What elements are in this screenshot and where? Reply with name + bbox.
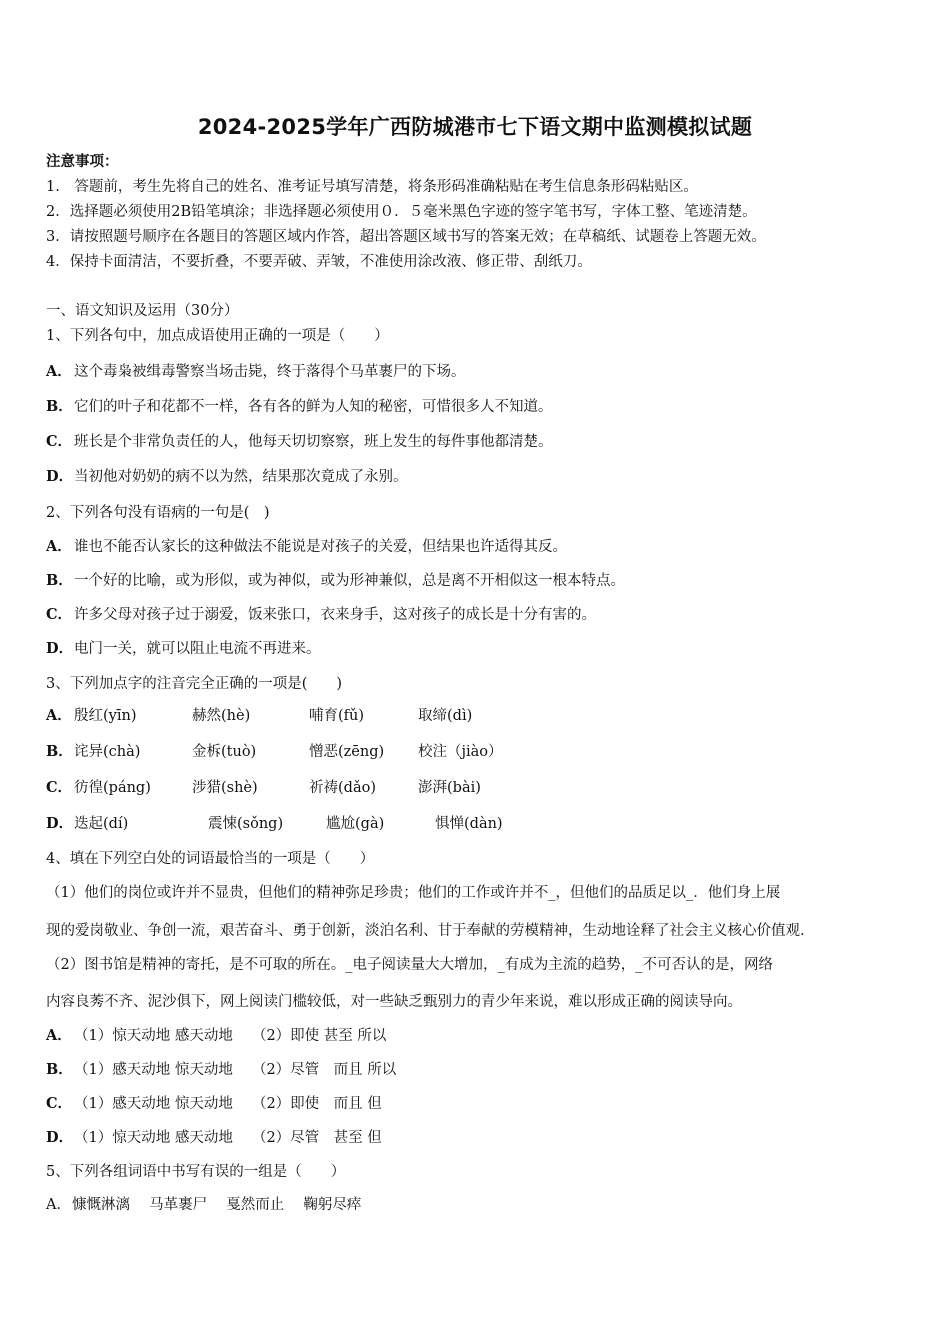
pinyin-word: 震悚(sǒng) <box>208 816 284 832</box>
pinyin-word: 迭起(dí) <box>74 816 129 832</box>
option-row <box>46 1026 386 1046</box>
option-text: 谁也不能否认家长的这种做法不能说是对孩子的关爱，但结果也许适得其反。 <box>74 539 567 555</box>
passage-line: 内容良莠不齐、泥沙俱下，网上阅读门槛较低，对一些缺乏甄别力的青少年来说，难以形成正确的阅读导向。 <box>46 994 742 1010</box>
passage-line: 现的爱岗敬业、争创一流，艰苦奋斗、勇于创新，淡泊名利、甘于奉献的劳模精神，生动地诠释了社会主义核心价值观． <box>46 923 815 939</box>
option-label: B． <box>46 398 73 415</box>
option-label: A． <box>46 1027 72 1044</box>
notice-item: 1. 答题前，考生先将自己的姓名、准考证号填写清楚，将条形码准确粘贴在考生信息条形码粘贴区。 <box>46 179 698 195</box>
option-text: 班长是个非常负责任的人，他每天切切察察，班上发生的每件事他都清楚。 <box>74 434 553 450</box>
pinyin-word: 取缔(dì) <box>418 708 473 724</box>
pinyin-word: 惧惮(dàn) <box>435 816 503 832</box>
option-row <box>46 362 466 382</box>
pinyin-word: 彷徨(páng) <box>74 780 151 796</box>
option-label: D． <box>46 815 74 832</box>
option-row <box>46 1060 396 1080</box>
passage-line: （2）图书馆是精神的寄托，是不可取的所在。_电子阅读量大大增加，_有成为主流的趋势，_不可否认的是，网络 <box>46 957 773 973</box>
notice-item: 2．选择题必须使用2B铅笔填涂；非选择题必须使用０．５毫米黑色字迹的签字笔书写，字体工整、笔迹清楚。 <box>46 204 757 220</box>
pinyin-word: 哺育(fǔ) <box>309 708 365 724</box>
option-text: （1）惊天动地 感天动地 （2）即使 甚至 所以 <box>74 1028 387 1044</box>
option-label: A． <box>46 707 72 724</box>
section-heading: 一、语文知识及运用（30分） <box>46 303 239 319</box>
option-row <box>46 814 74 834</box>
page-title: 2024-2025学年广西防城港市七下语文期中监测模拟试题 <box>197 115 753 139</box>
option-label: D． <box>46 1129 74 1146</box>
question-stem: 2、下列各句没有语病的一句是( ) <box>46 505 270 521</box>
option-row <box>46 1094 382 1114</box>
pinyin-word: 诧异(chà) <box>74 744 141 760</box>
option-row <box>46 1195 361 1215</box>
option-label: D． <box>46 468 74 485</box>
option-row <box>46 1128 382 1148</box>
passage-line: （1）他们的岗位或许并不显贵，但他们的精神弥足珍贵；他们的工作或许并不_，但他们的品质足以_．他们身上展 <box>46 885 781 901</box>
pinyin-word: 尴尬(gà) <box>326 816 385 832</box>
pinyin-word: 殷红(yīn) <box>74 708 137 724</box>
pinyin-word: 澎湃(bài) <box>418 780 481 796</box>
option-label: D． <box>46 640 74 657</box>
option-text: （1）感天动地 惊天动地 （2）尽管 而且 所以 <box>74 1062 397 1078</box>
option-row <box>46 571 625 591</box>
option-label: B． <box>46 743 73 760</box>
pinyin-word: 赫然(hè) <box>192 708 251 724</box>
pinyin-word: 校注（jiào） <box>418 744 503 760</box>
option-text: 当初他对奶奶的病不以为然，结果那次竟成了永别。 <box>74 469 408 485</box>
question-stem: 3、下列加点字的注音完全正确的一项是( ) <box>46 676 343 692</box>
pinyin-word: 金柝(tuò) <box>192 744 257 760</box>
option-row <box>46 605 596 625</box>
notice-item: 3．请按照题号顺序在各题目的答题区域内作答，超出答题区域书写的答案无效；在草稿纸、试题卷上答题无效。 <box>46 229 766 245</box>
option-row <box>46 467 408 487</box>
notice-heading: 注意事项： <box>46 153 119 170</box>
option-label: B． <box>46 1061 73 1078</box>
option-label: C． <box>46 1095 73 1112</box>
option-row <box>46 742 74 762</box>
option-label: A． <box>46 1197 71 1213</box>
option-row <box>46 639 321 659</box>
option-text: 它们的叶子和花都不一样，各有各的鲜为人知的秘密，可惜很多人不知道。 <box>74 399 553 415</box>
option-label: C． <box>46 433 73 450</box>
option-text: （1）感天动地 惊天动地 （2）即使 而且 但 <box>74 1096 382 1112</box>
option-row <box>46 778 74 798</box>
option-label: B． <box>46 572 73 589</box>
option-text: 电门一关，就可以阻止电流不再进来。 <box>74 641 321 657</box>
option-text: 这个毒枭被缉毒警察当场击毙，终于落得个马革裹尸的下场。 <box>74 364 466 380</box>
option-row <box>46 397 553 417</box>
question-stem: 5、下列各组词语中书写有误的一组是（ ） <box>46 1164 346 1180</box>
option-label: A． <box>46 538 72 555</box>
option-label: A． <box>46 363 72 380</box>
question-stem: 1、下列各句中，加点成语使用正确的一项是（ ） <box>46 328 389 344</box>
pinyin-word: 祈祷(dǎo) <box>309 780 376 796</box>
pinyin-word: 涉猎(shè) <box>192 780 258 796</box>
option-text: （1）惊天动地 感天动地 （2）尽管 甚至 但 <box>74 1130 382 1146</box>
option-label: C． <box>46 606 73 623</box>
option-row <box>46 706 74 726</box>
option-row <box>46 537 567 557</box>
option-text: 慷慨淋漓 马革裹尸 戛然而止 鞠躬尽瘁 <box>72 1197 362 1213</box>
option-text: 一个好的比喻，或为形似，或为神似，或为形神兼似，总是离不开相似这一根本特点。 <box>74 573 625 589</box>
option-label: C． <box>46 779 73 796</box>
pinyin-word: 憎恶(zēng) <box>309 744 385 760</box>
question-stem: 4、填在下列空白处的词语最恰当的一项是（ ） <box>46 851 375 867</box>
notice-item: 4．保持卡面清洁，不要折叠，不要弄破、弄皱，不准使用涂改液、修正带、刮纸刀。 <box>46 254 592 270</box>
option-text: 许多父母对孩子过于溺爱，饭来张口，衣来身手，这对孩子的成长是十分有害的。 <box>74 607 596 623</box>
option-row <box>46 432 553 452</box>
